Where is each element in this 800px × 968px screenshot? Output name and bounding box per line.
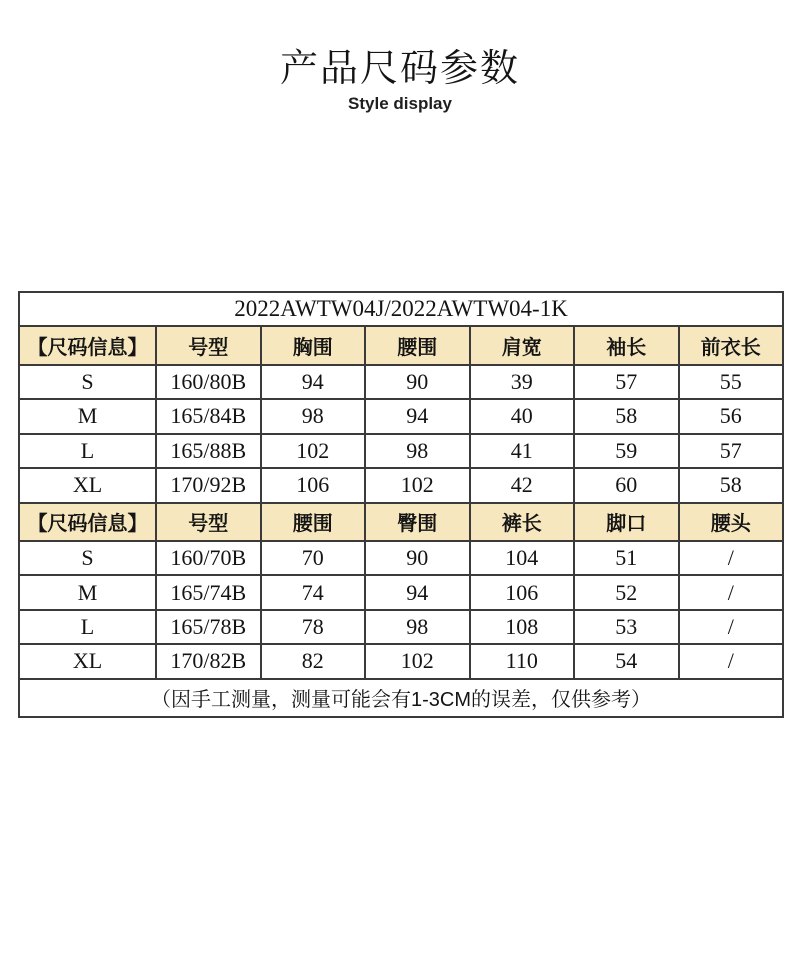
section-2-row-3-value-5: 108 xyxy=(470,610,575,644)
section-2-header-col-5: 裤长 xyxy=(470,503,575,541)
section-1-size-row-L xyxy=(19,434,783,468)
section-2-row-3-value-7: / xyxy=(679,610,784,644)
section-2-size-row-L xyxy=(19,610,783,644)
section-2-row-1-value-5: 104 xyxy=(470,541,575,575)
section-1-header-col-1: 【尺码信息】 xyxy=(19,326,156,364)
section-1-row-4-value-3: 106 xyxy=(261,468,366,502)
section-1-header-col-5: 肩宽 xyxy=(470,326,575,364)
section-2-header-col-4: 臀围 xyxy=(365,503,470,541)
section-1-row-1-value-7: 55 xyxy=(679,365,784,399)
section-2-row-2-value-6: 52 xyxy=(574,575,679,609)
section-1-size-row-M xyxy=(19,399,783,433)
section-2-row-4-value-2: 170/82B xyxy=(156,644,261,678)
section-1-row-2-value-2: 165/84B xyxy=(156,399,261,433)
section-2-header-col-1: 【尺码信息】 xyxy=(19,503,156,541)
section-1-row-3-value-7: 57 xyxy=(679,434,784,468)
section-2-row-2-value-3: 74 xyxy=(261,575,366,609)
section-1-row-3-value-3: 102 xyxy=(261,434,366,468)
section-1-size-label-XL: XL xyxy=(19,468,156,502)
section-2-row-2-value-7: / xyxy=(679,575,784,609)
section-2-row-1-value-4: 90 xyxy=(365,541,470,575)
section-1-row-1-value-4: 90 xyxy=(365,365,470,399)
section-1-row-2-value-5: 40 xyxy=(470,399,575,433)
section-1-row-3-value-4: 98 xyxy=(365,434,470,468)
section-1-row-4-value-6: 60 xyxy=(574,468,679,502)
section-1-header-col-4: 腰围 xyxy=(365,326,470,364)
section-2-size-label-S: S xyxy=(19,541,156,575)
section-1-header-col-6: 袖长 xyxy=(574,326,679,364)
section-2-row-4-value-4: 102 xyxy=(365,644,470,678)
section-2-row-2-value-5: 106 xyxy=(470,575,575,609)
section-2-size-label-L: L xyxy=(19,610,156,644)
section-1-row-3-value-6: 59 xyxy=(574,434,679,468)
section-2-row-3-value-2: 165/78B xyxy=(156,610,261,644)
section-1-row-1-value-3: 94 xyxy=(261,365,366,399)
section-1-row-3-value-2: 165/88B xyxy=(156,434,261,468)
section-1-row-4-value-5: 42 xyxy=(470,468,575,502)
section-1-row-4-value-7: 58 xyxy=(679,468,784,502)
section-2-size-row-M xyxy=(19,575,783,609)
section-2-size-label-M: M xyxy=(19,575,156,609)
section-1-size-label-L: L xyxy=(19,434,156,468)
section-2-row-2-value-2: 165/74B xyxy=(156,575,261,609)
measurement-footnote: （因手工测量，测量可能会有1-3CM的误差，仅供参考） xyxy=(19,679,783,717)
section-2-header-col-3: 腰围 xyxy=(261,503,366,541)
footnote-row xyxy=(19,679,783,717)
section-1-size-label-M: M xyxy=(19,399,156,433)
section-2-row-4-value-6: 54 xyxy=(574,644,679,678)
section-2-row-3-value-4: 98 xyxy=(365,610,470,644)
product-code-row xyxy=(19,292,783,326)
size-chart xyxy=(18,291,784,718)
section-2-row-1-value-6: 51 xyxy=(574,541,679,575)
section-2-row-4-value-3: 82 xyxy=(261,644,366,678)
section-2-row-3-value-3: 78 xyxy=(261,610,366,644)
section-2-row-1-value-3: 70 xyxy=(261,541,366,575)
section-1-row-4-value-2: 170/92B xyxy=(156,468,261,502)
section-1-header-col-3: 胸围 xyxy=(261,326,366,364)
section-2-row-1-value-2: 160/70B xyxy=(156,541,261,575)
section-2-row-1-value-7: / xyxy=(679,541,784,575)
page-subtitle: Style display xyxy=(348,94,452,113)
section-2-size-row-S xyxy=(19,541,783,575)
section-2-header-row xyxy=(19,503,783,541)
section-1-row-4-value-4: 102 xyxy=(365,468,470,502)
product-code: 2022AWTW04J/2022AWTW04-1K xyxy=(19,292,783,326)
size-table xyxy=(18,291,784,718)
section-1-header-row xyxy=(19,326,783,364)
section-1-row-1-value-5: 39 xyxy=(470,365,575,399)
section-1-size-row-S xyxy=(19,365,783,399)
section-2-row-2-value-4: 94 xyxy=(365,575,470,609)
section-2-header-col-2: 号型 xyxy=(156,503,261,541)
section-1-row-2-value-3: 98 xyxy=(261,399,366,433)
section-1-row-2-value-4: 94 xyxy=(365,399,470,433)
section-1-row-2-value-6: 58 xyxy=(574,399,679,433)
size-table-body xyxy=(19,292,783,717)
section-1-row-3-value-5: 41 xyxy=(470,434,575,468)
section-1-header-col-2: 号型 xyxy=(156,326,261,364)
section-2-row-4-value-7: / xyxy=(679,644,784,678)
section-2-header-col-6: 脚口 xyxy=(574,503,679,541)
section-1-row-2-value-7: 56 xyxy=(679,399,784,433)
section-2-row-3-value-6: 53 xyxy=(574,610,679,644)
section-1-size-row-XL xyxy=(19,468,783,502)
section-1-row-1-value-6: 57 xyxy=(574,365,679,399)
section-2-header-col-7: 腰头 xyxy=(679,503,784,541)
section-1-row-1-value-2: 160/80B xyxy=(156,365,261,399)
section-2-size-row-XL xyxy=(19,644,783,678)
section-2-row-4-value-5: 110 xyxy=(470,644,575,678)
section-1-header-col-7: 前衣长 xyxy=(679,326,784,364)
section-1-size-label-S: S xyxy=(19,365,156,399)
page-title: 产品尺码参数 xyxy=(279,48,520,90)
section-2-size-label-XL: XL xyxy=(19,644,156,678)
